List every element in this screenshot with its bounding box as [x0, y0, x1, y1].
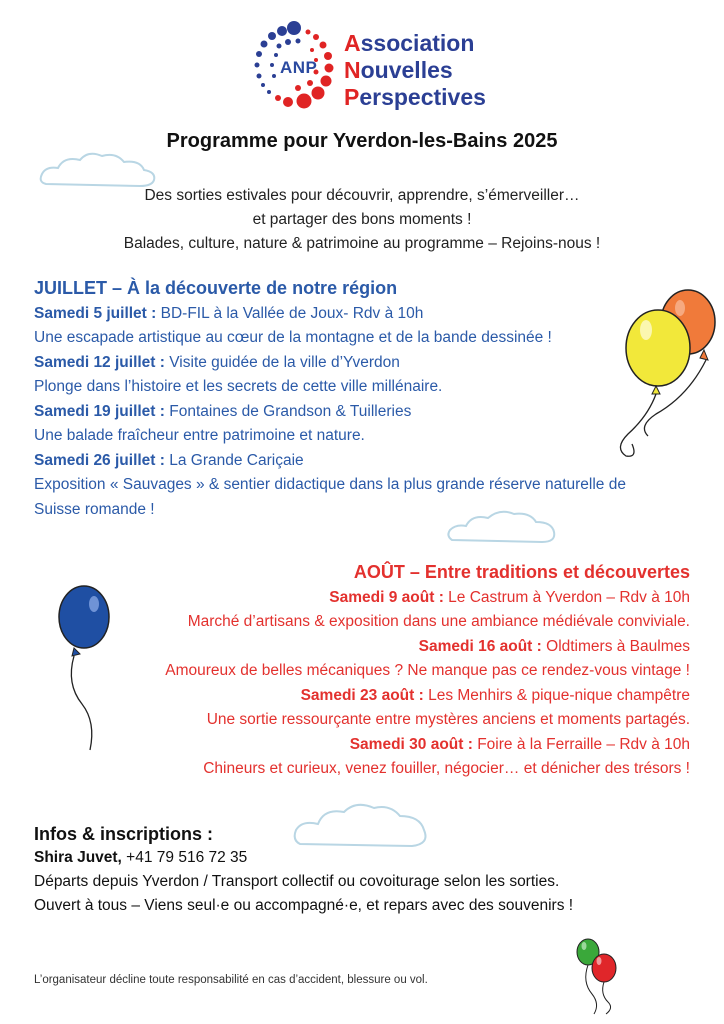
page-title: Programme pour Yverdon-les-Bains 2025: [166, 130, 558, 152]
july-heading: JUILLET – À la découverte de notre région: [34, 278, 398, 298]
logo-abbreviation: ANP: [280, 58, 318, 77]
event-line: Samedi 30 août : Foire à la Ferraille – Rdv à 10h: [349, 735, 690, 753]
event-line: Samedi 23 août : Les Menhirs & pique-nique champêtre: [300, 686, 690, 704]
blue-balloon-icon: [52, 584, 122, 754]
july-section: [34, 276, 694, 522]
infos-section: [34, 822, 694, 918]
disclaimer: L’organisateur décline toute responsabilité en cas d’accident, blessure ou vol.: [34, 974, 428, 986]
event-line: Samedi 12 juillet : Visite guidée de la ville d’Yverdon: [34, 353, 400, 371]
event-description: Marché d’artisans & exposition dans une ambiance médiévale conviviale.: [187, 613, 690, 630]
event-line: Samedi 19 juillet : Fontaines de Grandson & Tuilleries: [34, 402, 412, 420]
event-description: Exposition « Sauvages » & sentier didactique dans la plus grande réserve naturelle de Suisse romande !: [34, 476, 626, 518]
event-description: Une escapade artistique au cœur de la montagne et de la bande dessinée !: [34, 329, 552, 346]
august-heading: AOÛT – Entre traditions et découvertes: [353, 562, 690, 582]
infos-heading: Infos & inscriptions :: [34, 824, 214, 844]
infos-line: Ouvert à tous – Viens seul·e ou accompagné·e, et repars avec des souvenirs !: [34, 897, 574, 914]
event-description: Chineurs et curieux, venez fouiller, négocier… et dénicher des trésors !: [203, 760, 690, 777]
intro-text: Des sorties estivales pour découvrir, apprendre, s’émerveiller… et partager des bons moments ! Balades, culture, nature & patrimoine au programme – Rejoins-nous !: [123, 187, 601, 252]
event-description: Plonge dans l’histoire et les secrets de cette ville millénaire.: [34, 378, 443, 395]
contact-line: Shira Juvet, +41 79 516 72 35: [34, 849, 248, 866]
event-description: Une sortie ressourçante entre mystères anciens et moments partagés.: [206, 711, 690, 728]
association-logo: [248, 18, 486, 118]
infos-line: Départs depuis Yverdon / Transport collectif ou covoiturage selon les sorties.: [34, 873, 560, 890]
event-description: Amoureux de belles mécaniques ? Ne manque pas ce rendez-vous vintage !: [165, 662, 690, 679]
balloons-orange-yellow-icon: [608, 286, 720, 466]
event-line: Samedi 26 juillet : La Grande Cariçaie: [34, 451, 304, 469]
event-line: Samedi 16 août : Oldtimers à Baulmes: [418, 637, 690, 655]
event-description: Une balade fraîcheur entre patrimoine et nature.: [34, 427, 365, 444]
event-line: Samedi 9 août : Le Castrum à Yverdon – Rdv à 10h: [329, 588, 690, 606]
logo-name: Association Nouvelles Perspectives: [344, 30, 486, 110]
balloons-green-red-icon: [572, 936, 628, 1016]
event-line: Samedi 5 juillet : BD-FIL à la Vallée de Joux- Rdv à 10h: [34, 304, 424, 322]
